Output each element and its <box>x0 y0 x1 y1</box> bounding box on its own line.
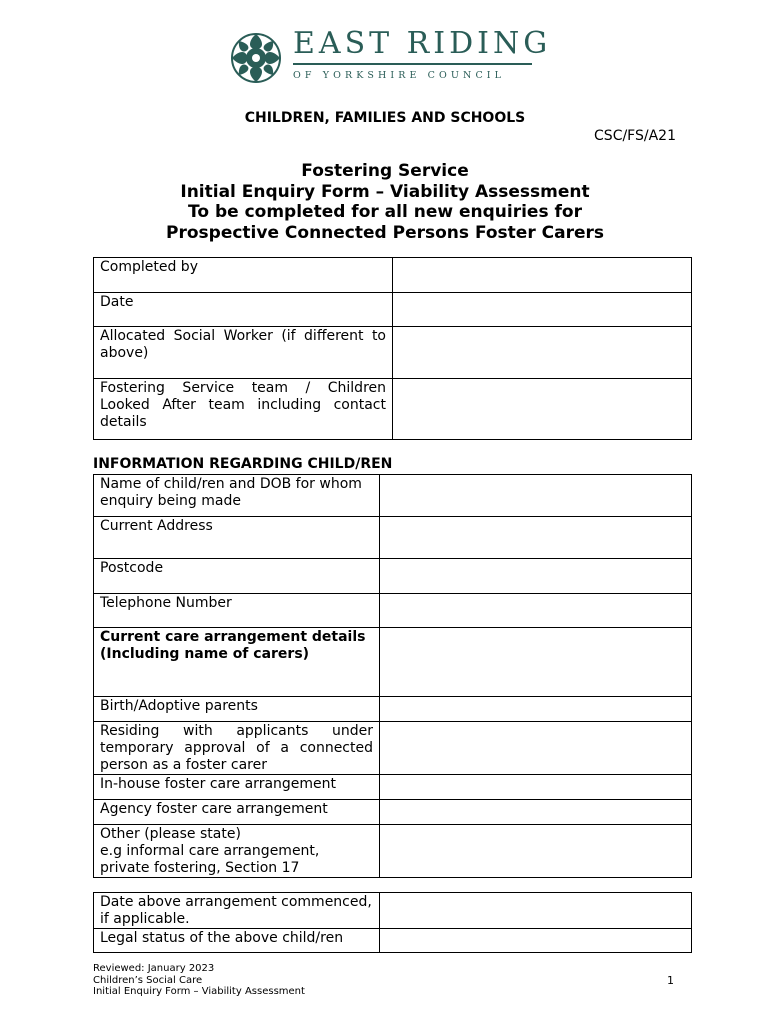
enquiry-details-table <box>93 257 692 440</box>
residing-with-applicants-field[interactable] <box>380 722 692 775</box>
department-heading: CHILDREN, FAMILIES AND SCHOOLS <box>244 110 526 126</box>
title-line: Initial Enquiry Form – Viability Assessment <box>180 181 590 202</box>
page-footer <box>93 963 305 998</box>
legal-status-field[interactable] <box>380 929 692 953</box>
table-row <box>94 517 692 559</box>
table-row <box>94 929 692 953</box>
other-arrangement-field[interactable] <box>380 825 692 878</box>
postcode-label: Postcode <box>94 559 380 594</box>
postcode-field[interactable] <box>380 559 692 594</box>
footer-department: Children’s Social Care <box>93 974 203 986</box>
table-row <box>94 379 692 440</box>
other-arrangement-line: e.g informal care arrangement, <box>100 843 320 859</box>
child-name-dob-field[interactable] <box>380 475 692 517</box>
logo-title: EAST RIDING <box>293 26 552 61</box>
child-information-table <box>93 474 692 878</box>
care-arrangement-field[interactable] <box>380 628 692 697</box>
other-arrangement-line: Other (please state) <box>100 826 241 842</box>
other-arrangement-line: private fostering, Section 17 <box>100 860 300 876</box>
date-label: Date <box>94 293 393 327</box>
table-row <box>94 628 692 697</box>
logo-divider <box>293 63 532 65</box>
form-title <box>0 161 770 243</box>
legal-status-label: Legal status of the above child/ren <box>94 929 380 953</box>
section-heading: INFORMATION REGARDING CHILD/REN <box>93 456 393 472</box>
table-row <box>94 258 692 293</box>
child-name-dob-label: Name of child/ren and DOB for whom enquiry being made <box>94 475 380 517</box>
table-row <box>94 327 692 379</box>
in-house-foster-field[interactable] <box>380 775 692 800</box>
completed-by-label: Completed by <box>94 258 393 293</box>
table-row <box>94 697 692 722</box>
title-line: Prospective Connected Persons Foster Carers <box>166 222 604 243</box>
in-house-foster-label: In-house foster care arrangement <box>94 775 380 800</box>
logo-subtitle: OF YORKSHIRE COUNCIL <box>293 70 506 81</box>
agency-foster-field[interactable] <box>380 800 692 825</box>
completed-by-field[interactable] <box>393 258 692 293</box>
telephone-field[interactable] <box>380 594 692 628</box>
team-contact-field[interactable] <box>393 379 692 440</box>
table-row <box>94 800 692 825</box>
team-contact-label: Fostering Service team / Children Looked After team including contact details <box>94 379 393 440</box>
page-number: 1 <box>667 974 674 987</box>
care-arrangement-label <box>94 628 380 697</box>
table-row <box>94 722 692 775</box>
care-arrangement-label-note: (Including name of carers) <box>100 646 310 662</box>
table-row <box>94 893 692 929</box>
other-arrangement-label <box>94 825 380 878</box>
arrangement-commenced-label: Date above arrangement commenced, if applicable. <box>94 893 380 929</box>
current-address-field[interactable] <box>380 517 692 559</box>
residing-with-applicants-label: Residing with applicants under temporary approval of a connected person as a foster carer <box>94 722 380 775</box>
date-field[interactable] <box>393 293 692 327</box>
title-line: Fostering Service <box>301 161 469 181</box>
document-reference: CSC/FS/A21 <box>594 128 676 144</box>
allocated-social-worker-label: Allocated Social Worker (if different to above) <box>94 327 393 379</box>
agency-foster-label: Agency foster care arrangement <box>94 800 380 825</box>
telephone-label: Telephone Number <box>94 594 380 628</box>
arrangement-status-table <box>93 892 692 953</box>
arrangement-commenced-field[interactable] <box>380 893 692 929</box>
table-row <box>94 825 692 878</box>
allocated-social-worker-field[interactable] <box>393 327 692 379</box>
table-row <box>94 475 692 517</box>
care-arrangement-label-text: Current care arrangement details <box>100 629 366 645</box>
table-row <box>94 594 692 628</box>
council-emblem-icon <box>229 31 283 85</box>
birth-adoptive-parents-field[interactable] <box>380 697 692 722</box>
table-row <box>94 559 692 594</box>
footer-reviewed: Reviewed: January 2023 <box>93 963 215 974</box>
table-row <box>94 293 692 327</box>
footer-document-name: Initial Enquiry Form – Viability Assessment <box>93 986 305 997</box>
table-row <box>94 775 692 800</box>
current-address-label: Current Address <box>94 517 380 559</box>
birth-adoptive-parents-label: Birth/Adoptive parents <box>94 697 380 722</box>
title-line: To be completed for all new enquiries for <box>188 202 582 222</box>
